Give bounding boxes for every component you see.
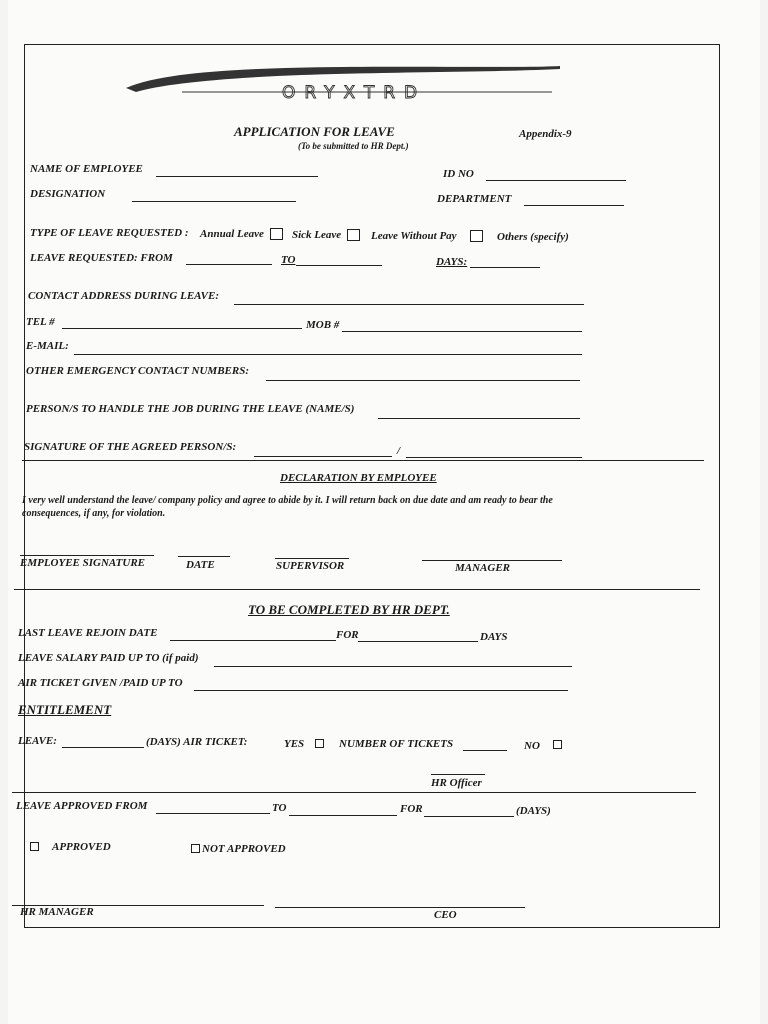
hr-section-title: TO BE COMPLETED BY HR DEPT. bbox=[248, 602, 450, 617]
sick-leave-checkbox[interactable] bbox=[347, 229, 360, 241]
approved-from-label: LEAVE APPROVED FROM bbox=[16, 800, 148, 812]
job-handler-field[interactable] bbox=[378, 418, 580, 419]
without-pay-label: Leave Without Pay bbox=[371, 230, 457, 242]
approved-to-label: TO bbox=[272, 802, 287, 814]
num-tickets-field[interactable] bbox=[463, 750, 507, 751]
hr-officer-line[interactable] bbox=[431, 774, 485, 775]
approved-for-field[interactable] bbox=[424, 816, 514, 817]
employee-signature-label: EMPLOYEE SIGNATURE bbox=[20, 557, 145, 569]
entitlement-leave-field[interactable] bbox=[62, 747, 144, 748]
date-line[interactable] bbox=[178, 556, 230, 557]
leave-from-label: LEAVE REQUESTED: FROM bbox=[30, 252, 173, 264]
id-field[interactable] bbox=[486, 180, 626, 181]
not-approved-checkbox[interactable] bbox=[191, 844, 200, 853]
appendix-label: Appendix-9 bbox=[519, 128, 572, 140]
approved-label: APPROVED bbox=[52, 841, 111, 853]
name-label: NAME OF EMPLOYEE bbox=[30, 163, 143, 175]
leave-type-label: TYPE OF LEAVE REQUESTED : bbox=[30, 227, 189, 239]
agreed-signature-field-1[interactable] bbox=[254, 456, 392, 457]
form-subtitle: (To be submitted to HR Dept.) bbox=[298, 141, 409, 151]
hr-manager-label: HR MANAGER bbox=[20, 906, 94, 918]
company-logo bbox=[122, 58, 562, 100]
supervisor-label: SUPERVISOR bbox=[276, 560, 345, 572]
manager-line[interactable] bbox=[422, 560, 562, 561]
form-border bbox=[24, 44, 720, 928]
entitlement-leave-label: LEAVE: bbox=[18, 735, 57, 747]
designation-field[interactable] bbox=[132, 201, 296, 202]
designation-label: DESIGNATION bbox=[30, 188, 106, 200]
emergency-label: OTHER EMERGENCY CONTACT NUMBERS: bbox=[26, 365, 249, 377]
employee-signature-line[interactable] bbox=[20, 555, 154, 556]
leave-to-field[interactable] bbox=[296, 265, 382, 266]
ticket-yes-label: YES bbox=[284, 738, 305, 750]
job-handler-label: PERSON/S TO HANDLE THE JOB DURING THE LEAVE (NAME/S) bbox=[26, 403, 355, 415]
days-air-ticket-label: (DAYS) AIR TICKET: bbox=[146, 736, 248, 748]
id-label: ID NO bbox=[443, 168, 474, 180]
air-ticket-label: AIR TICKET GIVEN /PAID UP TO bbox=[18, 677, 183, 689]
ceo-line[interactable] bbox=[275, 907, 525, 908]
name-field[interactable] bbox=[156, 176, 318, 177]
last-rejoin-field[interactable] bbox=[170, 640, 336, 641]
leave-salary-label: LEAVE SALARY PAID UP TO (if paid) bbox=[18, 652, 199, 664]
ticket-no-label: NO bbox=[524, 740, 540, 752]
tel-label: TEL # bbox=[26, 316, 55, 328]
without-pay-checkbox[interactable] bbox=[470, 230, 483, 242]
emergency-field[interactable] bbox=[266, 380, 580, 381]
annual-leave-checkbox[interactable] bbox=[270, 228, 283, 240]
leave-days-field[interactable] bbox=[470, 267, 540, 268]
approved-checkbox[interactable] bbox=[30, 842, 39, 851]
ceo-label: CEO bbox=[434, 909, 457, 921]
air-ticket-field[interactable] bbox=[194, 690, 568, 691]
supervisor-line[interactable] bbox=[275, 558, 349, 559]
declaration-text-2: consequences, if any, for violation. bbox=[22, 508, 166, 519]
rejoin-days-label: DAYS bbox=[480, 631, 508, 643]
mob-field[interactable] bbox=[342, 331, 582, 332]
email-field[interactable] bbox=[74, 354, 582, 355]
agreed-signature-label: SIGNATURE OF THE AGREED PERSON/S: bbox=[24, 441, 237, 453]
not-approved-label: NOT APPROVED bbox=[202, 843, 286, 855]
ticket-no-checkbox[interactable] bbox=[553, 740, 562, 749]
annual-leave-label: Annual Leave bbox=[200, 228, 264, 240]
entitlement-title: ENTITLEMENT bbox=[18, 702, 112, 717]
leave-to-label: TO bbox=[281, 254, 296, 266]
hr-officer-label: HR Officer bbox=[431, 777, 482, 789]
section-divider-2 bbox=[14, 589, 700, 590]
approved-from-field[interactable] bbox=[156, 813, 270, 814]
leave-from-field[interactable] bbox=[186, 264, 272, 265]
num-tickets-label: NUMBER OF TICKETS bbox=[339, 738, 454, 750]
section-divider-3 bbox=[12, 792, 696, 793]
leave-days-label: DAYS: bbox=[436, 256, 468, 268]
department-field[interactable] bbox=[524, 205, 624, 206]
sick-leave-label: Sick Leave bbox=[292, 229, 342, 241]
declaration-title: DECLARATION BY EMPLOYEE bbox=[280, 472, 437, 484]
tel-field[interactable] bbox=[62, 328, 302, 329]
leave-salary-field[interactable] bbox=[214, 666, 572, 667]
approved-days-label: (DAYS) bbox=[516, 805, 551, 817]
rejoin-for-label: FOR bbox=[336, 629, 359, 641]
others-label: Others (specify) bbox=[497, 231, 569, 243]
email-label: E-MAIL: bbox=[26, 340, 69, 352]
last-rejoin-label: LAST LEAVE REJOIN DATE bbox=[18, 627, 158, 639]
signature-separator: / bbox=[397, 445, 401, 457]
declaration-text-1: I very well understand the leave/ company policy and agree to abide by it. I will return back on due date and am ready to bear the bbox=[22, 495, 553, 506]
manager-label: MANAGER bbox=[455, 562, 511, 574]
approved-for-label: FOR bbox=[400, 803, 423, 815]
department-label: DEPARTMENT bbox=[437, 193, 512, 205]
contact-address-label: CONTACT ADDRESS DURING LEAVE: bbox=[28, 290, 220, 302]
mob-label: MOB # bbox=[306, 319, 340, 331]
rejoin-for-field[interactable] bbox=[358, 641, 478, 642]
agreed-signature-field-2[interactable] bbox=[406, 457, 582, 458]
ticket-yes-checkbox[interactable] bbox=[315, 739, 324, 748]
date-label: DATE bbox=[186, 559, 215, 571]
section-divider-1 bbox=[22, 460, 704, 461]
contact-address-field[interactable] bbox=[234, 304, 584, 305]
approved-to-field[interactable] bbox=[289, 815, 397, 816]
form-title: APPLICATION FOR LEAVE bbox=[234, 124, 395, 139]
logo-text: ORYXTRD bbox=[282, 83, 427, 100]
